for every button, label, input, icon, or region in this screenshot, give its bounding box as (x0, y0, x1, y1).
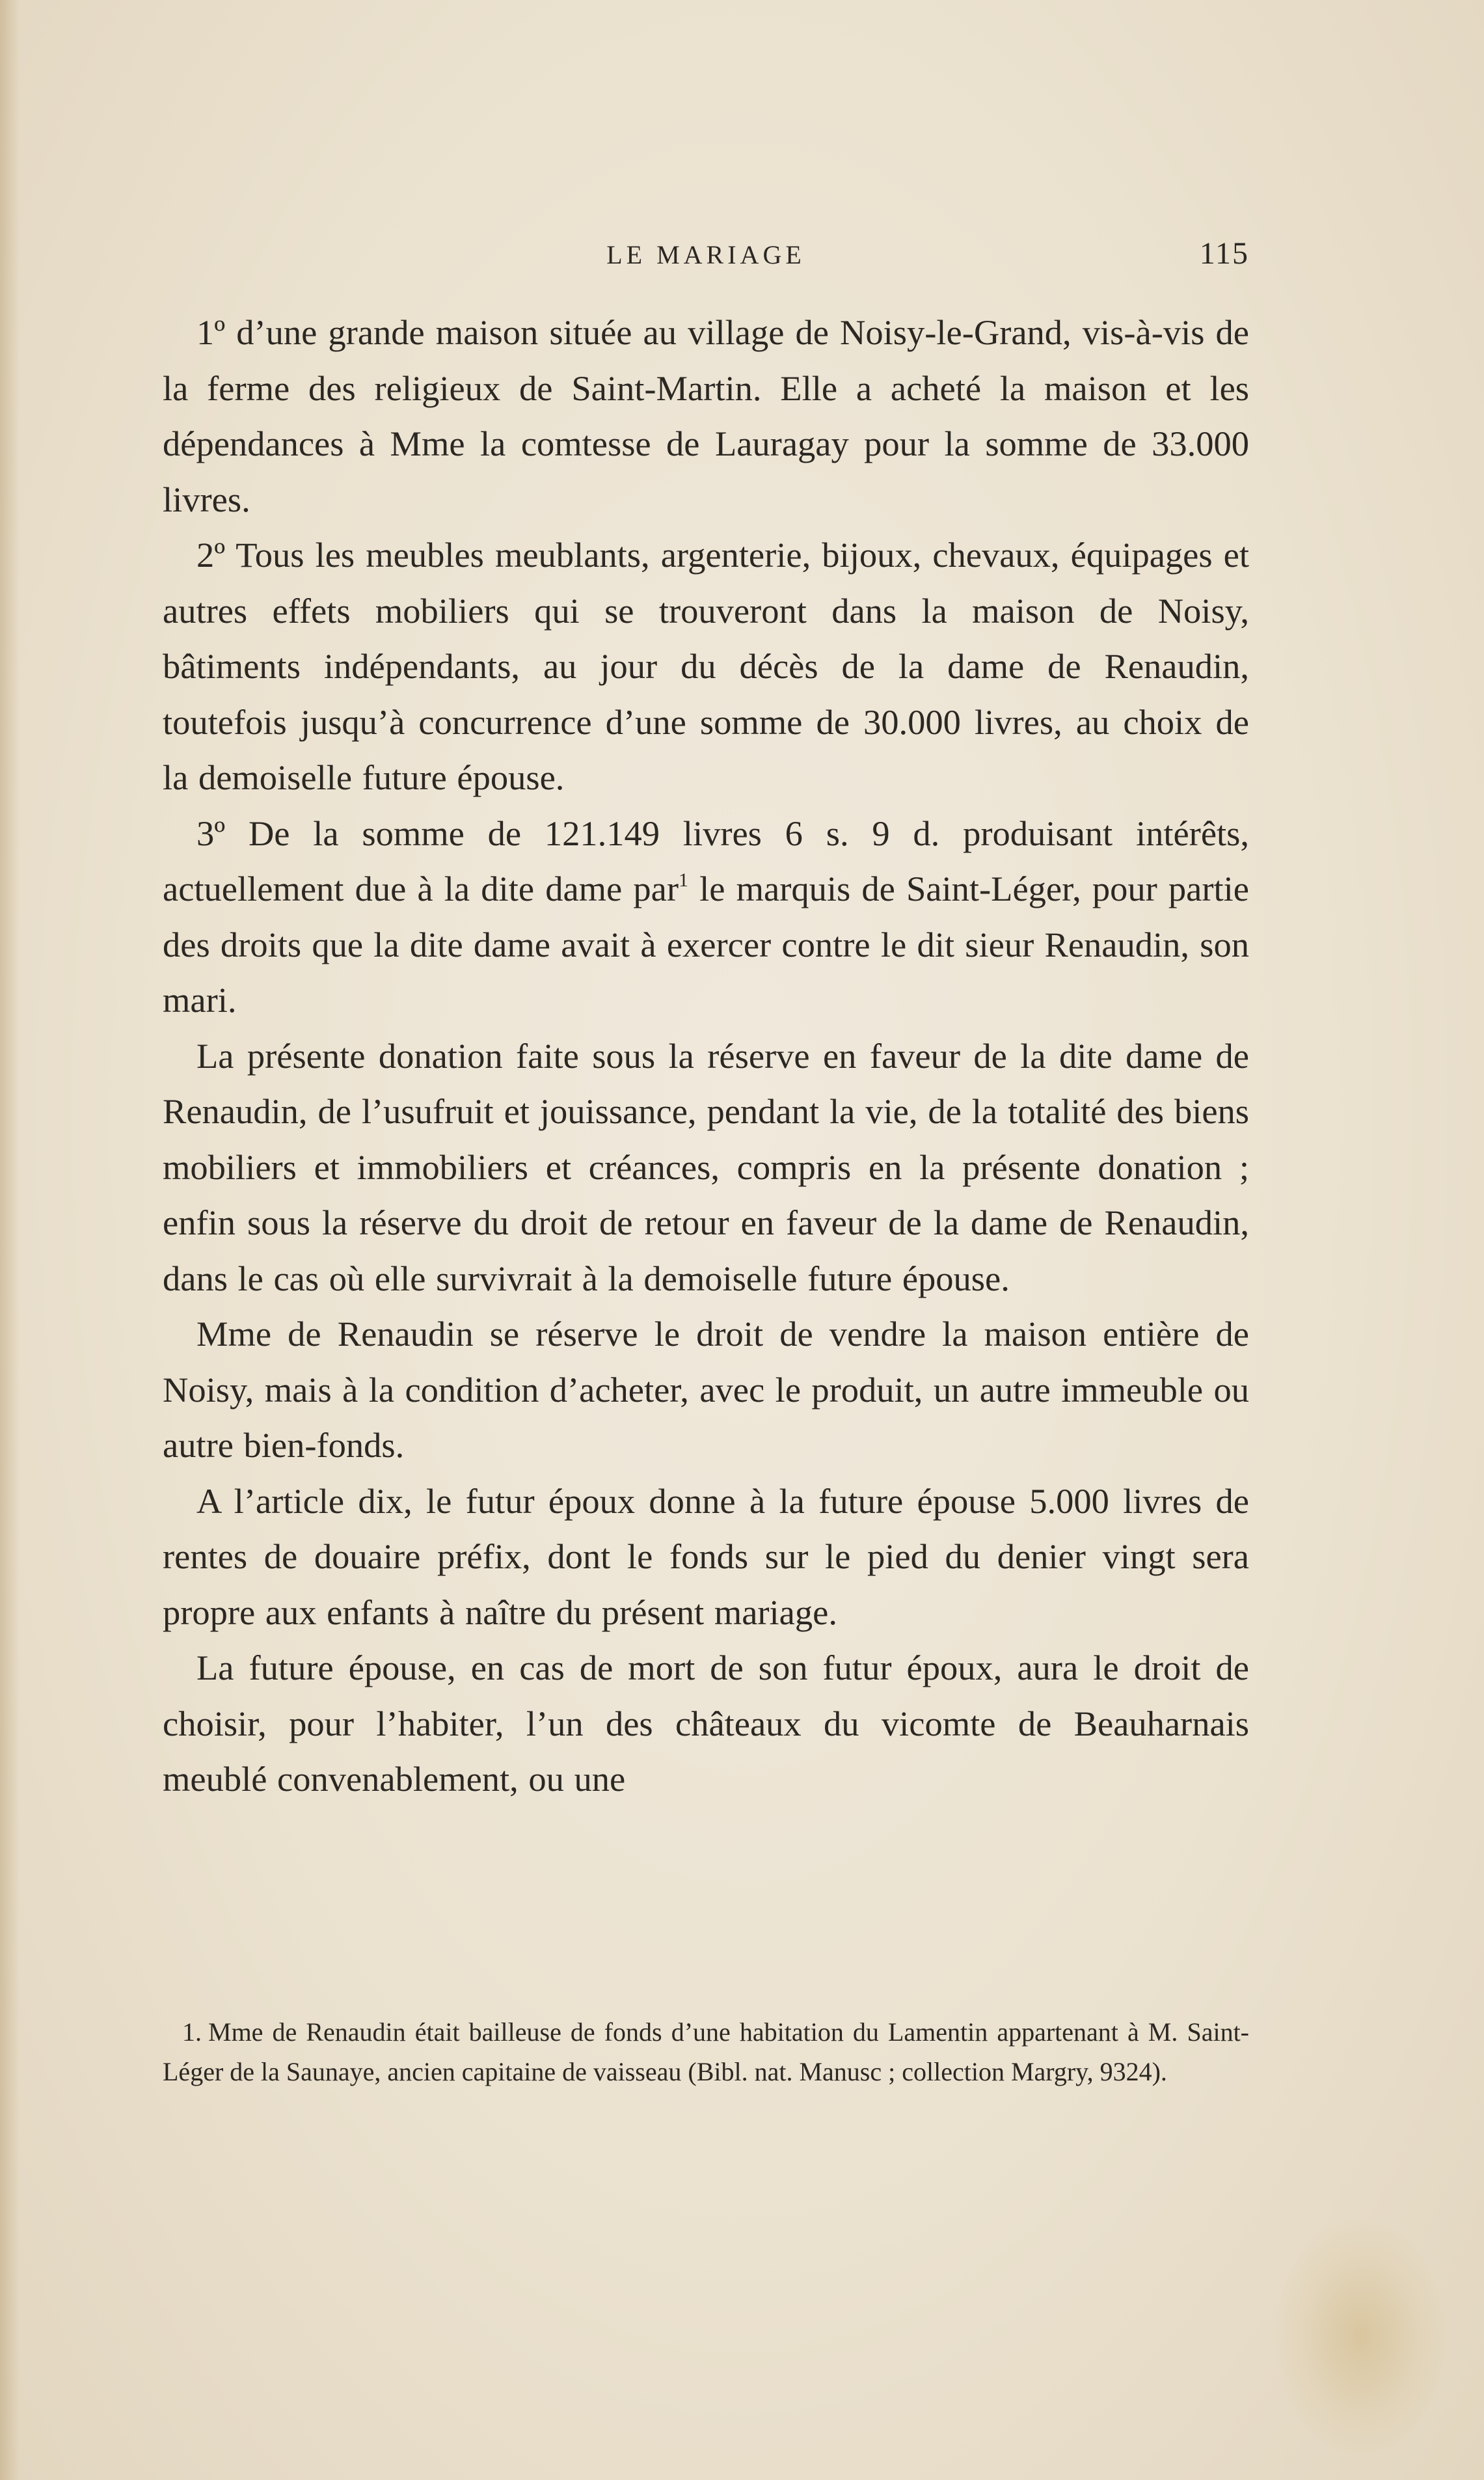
paragraph-future-spouse: La future épouse, en cas de mort de son futur époux, aura le droit de choisir, pour l’habiter, l’un des châteaux du vicomte de Beauharnais meublé convenablement, ou une (163, 1648, 1249, 1799)
paragraph-donation: La présente donation faite sous la réserve en faveur de la dite dame de Renaudin, de l’usufruit et jouissance, pendant la vie, de la totalité des biens mobiliers et immobiliers et créances, compris en la présente donation ; enfin sous la réserve du droit de retour en faveur de la dame de Renaudin, dans le cas où elle survivrait à la demoiselle future épouse. (163, 1035, 1249, 1298)
paragraph-item-3-text: 3º De la somme de 121.149 livres 6 s. 9 d. produisant intérêts, actuellement due à la dite dame par (163, 813, 1249, 908)
running-title: LE MARIAGE (606, 240, 805, 269)
footnote-reference: 1 (678, 869, 688, 891)
footnote-mark: 1. (182, 2017, 202, 2047)
paragraph-item-3-text-continued: le marquis de Saint-Léger, pour partie des droits que la dite dame avait à exercer contre le dit sieur Renaudin, son mari. (163, 869, 1249, 1020)
paper-stain (1276, 2220, 1445, 2454)
page-number: 115 (1199, 236, 1249, 271)
page-edge-shadow (0, 0, 20, 2480)
main-text (163, 305, 1249, 1807)
paragraph-article-ten: A l’article dix, le futur époux donne à la future épouse 5.000 livres de rentes de douaire préfix, dont le fonds sur le pied du denier vingt sera propre aux enfants à naître du présent mariage. (163, 1480, 1249, 1632)
paragraph-item-3 (163, 806, 1249, 1028)
footnote (163, 2012, 1249, 2092)
paragraph-item-1: 1º d’une grande maison située au village de Noisy-le-Grand, vis-à-vis de la ferme des religieux de Saint-Martin. Elle a acheté la maison et les dépendances à Mme la comtesse de Lauragay pour la somme de 33.000 livres. (163, 312, 1249, 519)
footnote-text: Mme de Renaudin était bailleuse de fonds d’une habitation du Lamentin appartenant à M. Saint-Léger de la Saunaye, ancien capitaine de vaisseau (Bibl. nat. Manusc ; collection Margry, 9324). (163, 2017, 1249, 2086)
paragraph-noisy-house: Mme de Renaudin se réserve le droit de vendre la maison entière de Noisy, mais à la condition d’acheter, avec le produit, un autre immeuble ou autre bien-fonds. (163, 1314, 1249, 1465)
paragraph-item-2: 2º Tous les meubles meublants, argenterie, bijoux, chevaux, équipages et autres effets mobiliers qui se trouveront dans la maison de Noisy, bâtiments indépendants, au jour du décès de la dame de Renaudin, toutefois jusqu’à concurrence d’une somme de 30.000 livres, au choix de la demoiselle future épouse. (163, 535, 1249, 797)
page-header (163, 236, 1249, 281)
